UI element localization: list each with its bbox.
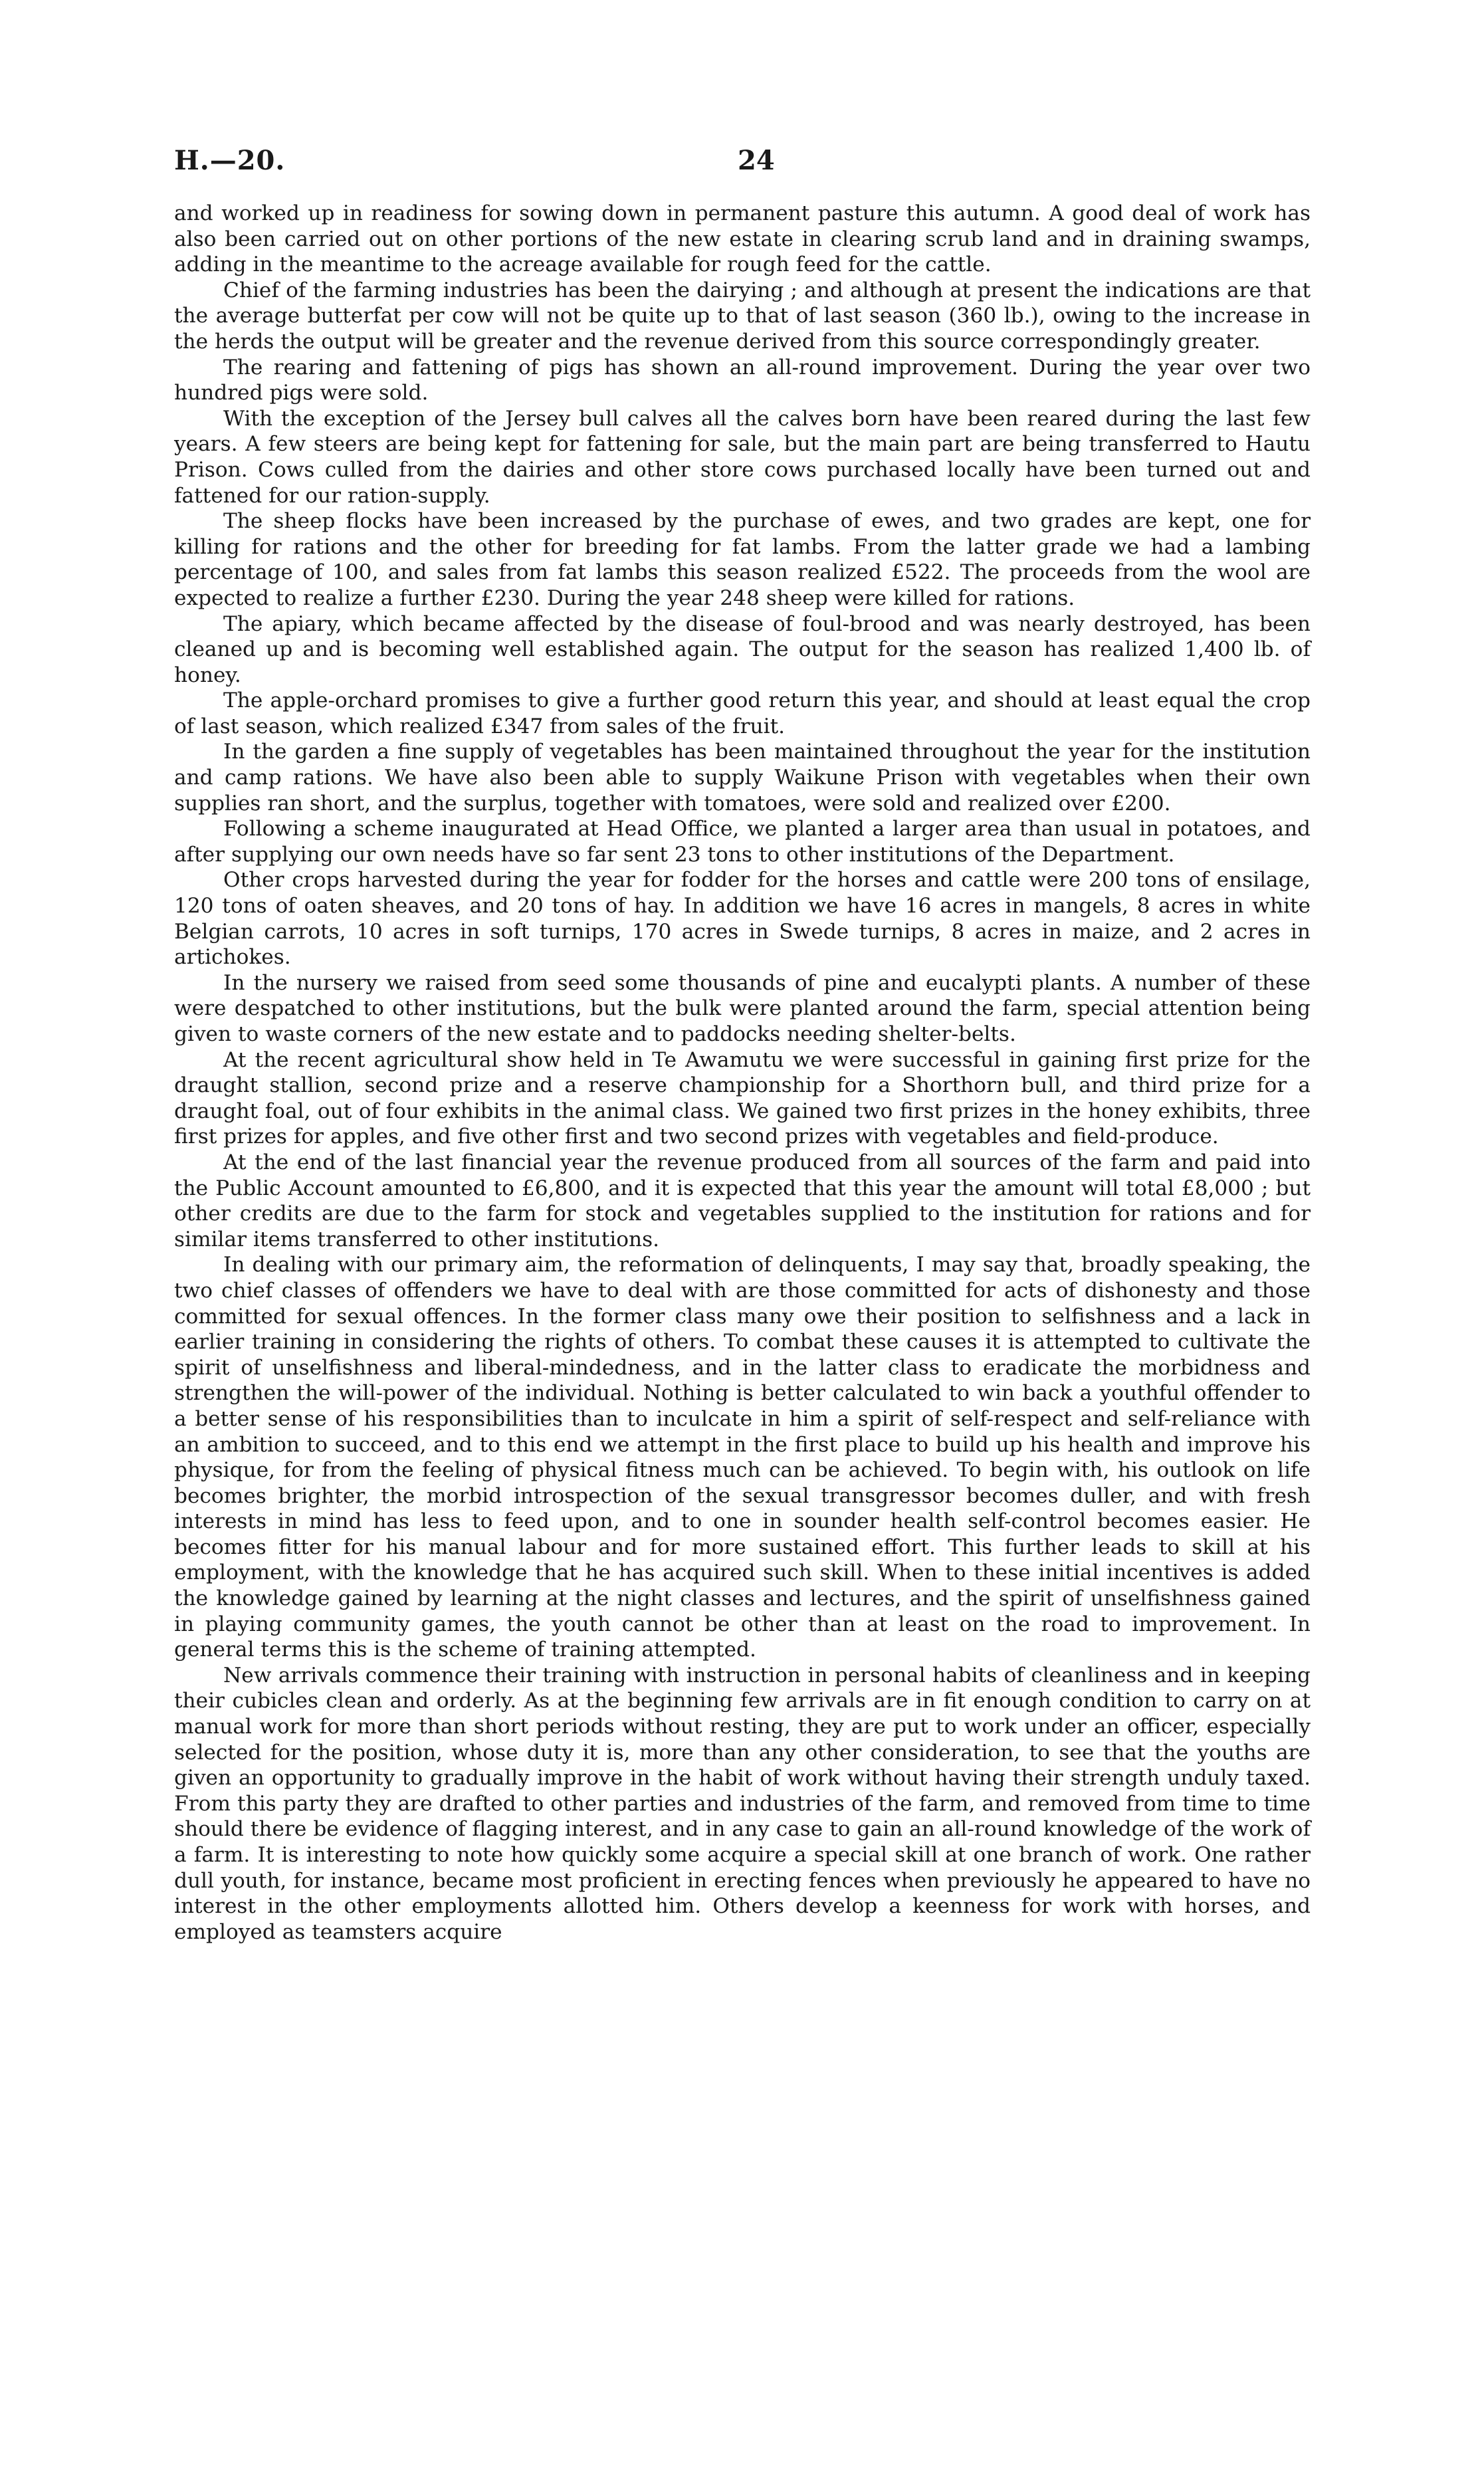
- page-number: 24: [738, 145, 775, 176]
- paragraph-reformation: In dealing with our primary aim, the reformation of delinquents, I may say that, broadly speaking, the two chief classes of offenders we have to deal with are those committed for acts of dishonesty and those committed for sexual offences. In the former class many owe their position to selfishness and a lack in earlier training in considering the rights of others. To combat these causes it is attempted to cultivate the spirit of unselfishness and liberal-mindedness, and in the latter class to eradicate the morbidness and strengthen the will-power of the individual. Nothing is better calculated to win back a youthful offender to a better sense of his responsibilities than to inculcate in him a spirit of self-respect and self-reliance with an ambition to succeed, and to this end we attempt in the first place to build up his health and improve his physique, for from the feeling of physical fitness much can be achieved. To begin with, his outlook on life becomes brighter, the morbid introspection of the sexual transgressor becomes duller, and with fresh interests in mind has less to feed upon, and to one in sounder health self-control becomes easier. He becomes fitter for his manual labour and for more sustained effort. This further leads to skill at his employment, with the knowledge that he has acquired such skill. When to these initial incentives is added the knowledge gained by learning at the night classes and lectures, and the spirit of unselfishness gained in playing community games, the youth cannot be other than at least on the road to improvement. In general terms this is the scheme of training attempted.: [174, 1253, 1311, 1662]
- paragraph-new-arrivals: New arrivals commence their training with instruction in personal habits of cleanliness and in keeping their cubicles clean and orderly. As at the beginning few arrivals are in fit enough condition to carry on at manual work for more than short periods without resting, they are put to work under an officer, especially selected for the position, whose duty it is, more than any other consideration, to see that the youths are given an opportunity to gradually improve in the habit of work without having their strength unduly taxed. From this party they are drafted to other parties and industries of the farm, and removed from time to time should there be evidence of flagging interest, and in any case to gain an all-round knowledge of the work of a farm. It is interesting to note how quickly some acquire a special skill at one branch of work. One rather dull youth, for instance, became most proficient in erecting fences when previously he appeared to have no interest in the other employments allotted him. Others develop a keenness for work with horses, and employed as teamsters acquire: [174, 1663, 1311, 1944]
- paragraph-revenue: At the end of the last financial year the revenue produced from all sources of the farm and paid into the Public Account amounted to £6,800, and it is expected that this year the amount will total £8,000 ; but other credits are due to the farm for stock and vegetables supplied to the institution for rations and for similar items transferred to other institutions.: [174, 1150, 1311, 1251]
- paragraph-potatoes: Following a scheme inaugurated at Head Office, we planted a larger area than usual in potatoes, and after supplying our own needs have so far sent 23 tons to other institutions of the Department.: [174, 817, 1311, 867]
- document-reference: H.—20.: [174, 145, 286, 176]
- paragraph-show: At the recent agricultural show held in Te Awamutu we were successful in gaining first prize for the draught stallion, second prize and a reserve championship for a Shorthorn bull, and third prize for a draught foal, out of four exhibits in the animal class. We gained two first prizes in the honey exhibits, three first prizes for apples, and five other first and two second prizes with vegetables and field-produce.: [174, 1047, 1311, 1149]
- paragraph-orchard: The apple-orchard promises to give a further good return this year, and should at least equal the crop of last season, which realized £347 from sales of the fruit.: [174, 689, 1311, 738]
- paragraph-sheep: The sheep flocks have been increased by the purchase of ewes, and two grades are kept, one for killing for rations and the other for breeding for fat lambs. From the latter grade we had a lambing percentage of 100, and sales from fat lambs this season realized £522. The proceeds from the wool are expected to realize a further £230. During the year 248 sheep were killed for rations.: [174, 509, 1311, 610]
- paragraph-apiary: The apiary, which became affected by the disease of foul-brood and was nearly destroyed, has been cleaned up and is becoming well established again. The output for the season has realized 1,400 lb. of honey.: [174, 611, 1311, 687]
- paragraph-nursery: In the nursery we raised from seed some thousands of pine and eucalypti plants. A number of these were despatched to other institutions, but the bulk were planted around the farm, special attention being given to waste corners of the new estate and to paddocks needing shelter-belts.: [174, 970, 1311, 1046]
- body-text: [174, 201, 1311, 1945]
- paragraph-calves: With the exception of the Jersey bull calves all the calves born have been reared during the last few years. A few steers are being kept for fattening for sale, but the main part are being transferred to Hautu Prison. Cows culled from the dairies and other store cows purchased locally have been turned out and fattened for our ration-supply.: [174, 406, 1311, 508]
- paragraph-dairying: Chief of the farming industries has been the dairying ; and although at present the indications are that the average butterfat per cow will not be quite up to that of last season (360 lb.), owing to the increase in the herds the output will be greater and the revenue derived from this source correspondingly greater.: [174, 278, 1311, 354]
- paragraph-garden: In the garden a fine supply of vegetables has been maintained throughout the year for the institution and camp rations. We have also been able to supply Waikune Prison with vegetables when their own supplies ran short, and the surplus, together with tomatoes, were sold and realized over £200.: [174, 740, 1311, 815]
- page-header: [174, 145, 1311, 185]
- paragraph-pigs: The rearing and fattening of pigs has shown an all-round improvement. During the year over two hundred pigs were sold.: [174, 355, 1311, 405]
- paragraph-crops: Other crops harvested during the year for fodder for the horses and cattle were 200 tons of ensilage, 120 tons of oaten sheaves, and 20 tons of hay. In addition we have 16 acres in mangels, 8 acres in white Belgian carrots, 10 acres in soft turnips, 170 acres in Swede turnips, 8 acres in maize, and 2 acres in artichokes.: [174, 868, 1311, 970]
- paragraph-continued: and worked up in readiness for sowing down in permanent pasture this autumn. A good deal of work has also been carried out on other portions of the new estate in clearing scrub land and in draining swamps, adding in the meantime to the acreage available for rough feed for the cattle.: [174, 201, 1311, 277]
